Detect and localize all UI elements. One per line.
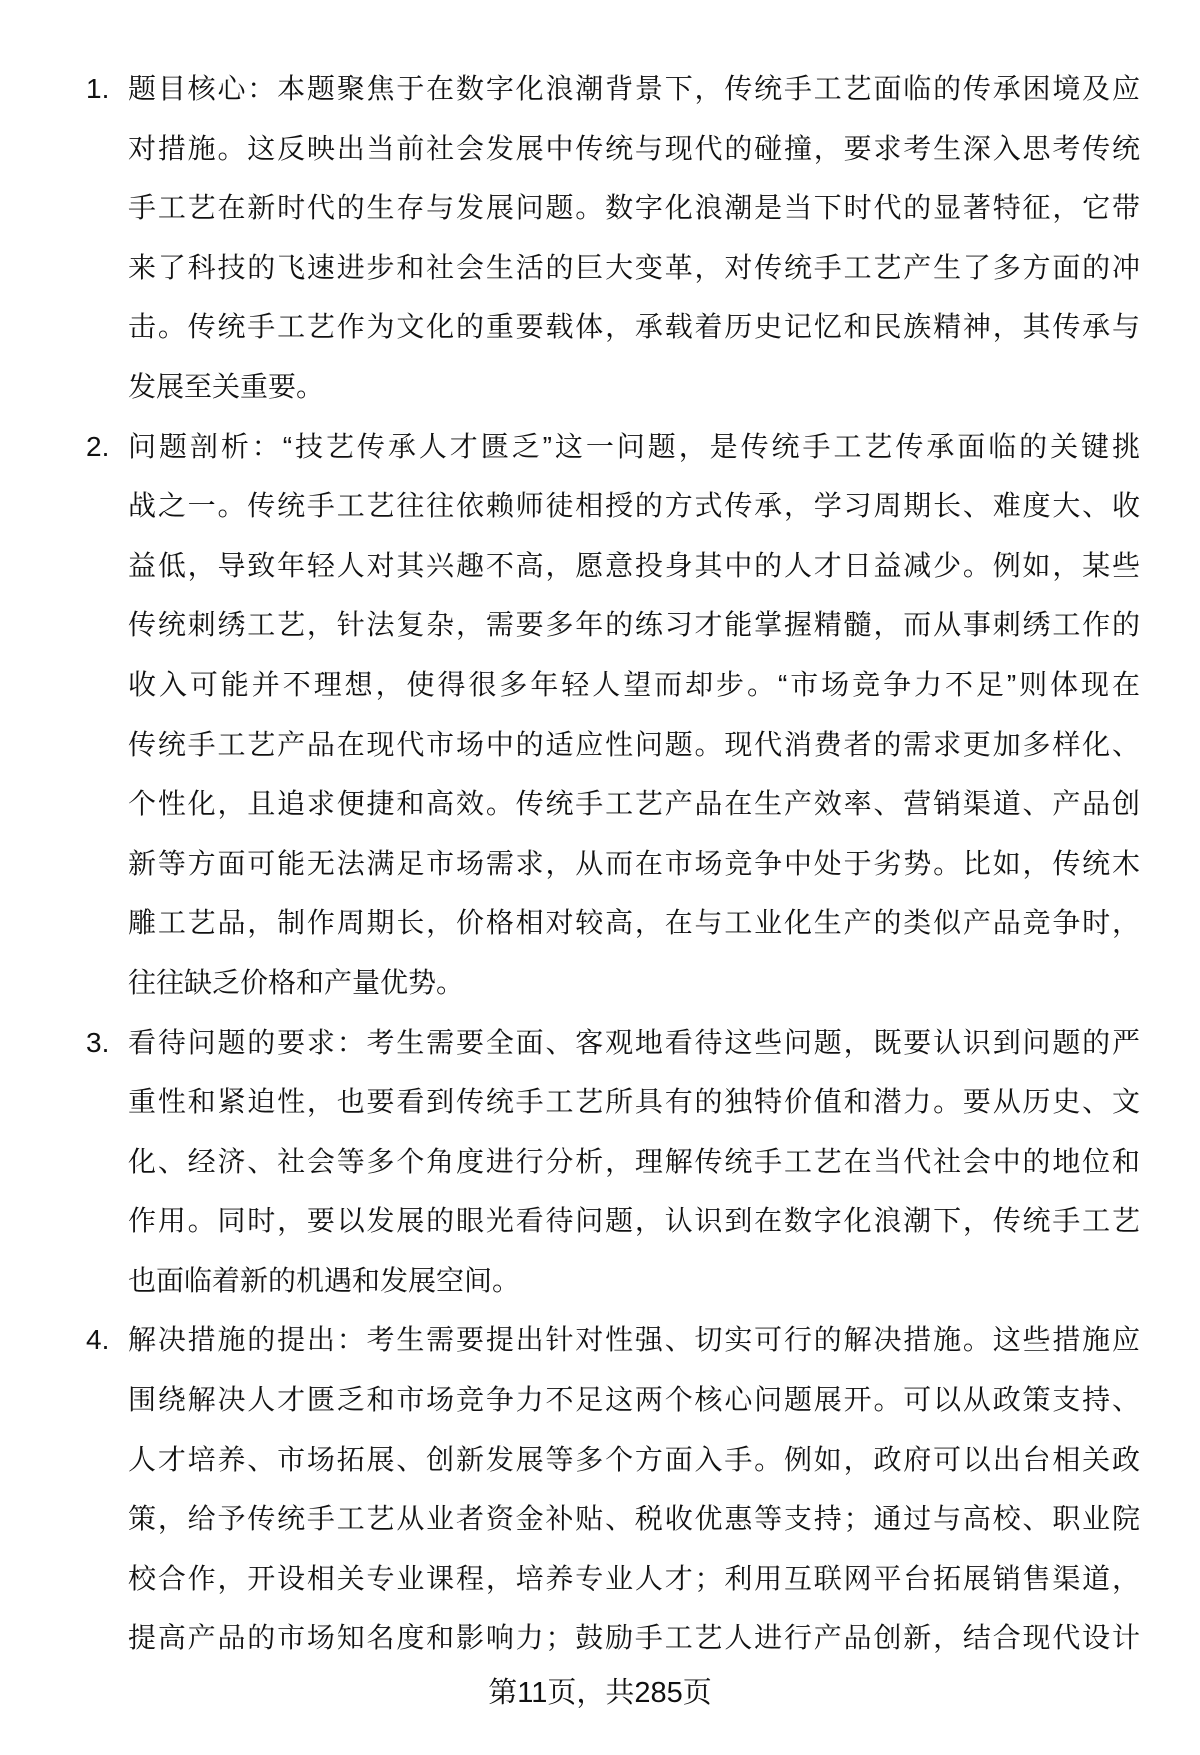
text-line: 校合作，开设相关专业课程，培养专业人才；利用互联网平台拓展销售渠道， — [128, 1562, 1140, 1594]
list-item — [0, 417, 1200, 1013]
text-line: 益低，导致年轻人对其兴趣不高，愿意投身其中的人才日益减少。例如，某些 — [128, 549, 1140, 581]
list-number: 3. — [86, 1026, 110, 1058]
list-item — [0, 1013, 1200, 1311]
text-line: 重性和紧迫性，也要看到传统手工艺所具有的独特价值和潜力。要从历史、文 — [128, 1086, 1140, 1118]
text-line: 雕工艺品，制作周期长，价格相对较高，在与工业化生产的类似产品竞争时， — [128, 907, 1140, 939]
text-line: 来了科技的飞速进步和社会生活的巨大变革，对传统手工艺产生了多方面的冲 — [128, 251, 1140, 283]
text-line: 策，给予传统手工艺从业者资金补贴、税收优惠等支持；通过与高校、职业院 — [128, 1503, 1140, 1535]
text-line: 解决措施的提出：考生需要提出针对性强、切实可行的解决措施。这些措施应 — [128, 1324, 1140, 1356]
text-line: 也面临着新的机遇和发展空间。 — [128, 1264, 521, 1296]
text-line: 传统手工艺产品在现代市场中的适应性问题。现代消费者的需求更加多样化、 — [128, 728, 1140, 760]
text-line: 对措施。这反映出当前社会发展中传统与现代的碰撞，要求考生深入思考传统 — [128, 132, 1140, 164]
list-number: 1. — [86, 73, 110, 104]
text-line: 新等方面可能无法满足市场需求，从而在市场竞争中处于劣势。比如，传统木 — [128, 847, 1140, 879]
text-line: 作用。同时，要以发展的眼光看待问题，认识到在数字化浪潮下，传统手工艺 — [128, 1205, 1140, 1237]
list-number: 2. — [86, 430, 110, 462]
text-line: 人才培养、市场拓展、创新发展等多个方面入手。例如，政府可以出台相关政 — [128, 1443, 1140, 1475]
text-line: 题目核心：本题聚焦于在数字化浪潮背景下，传统手工艺面临的传承困境及应 — [128, 73, 1140, 104]
text-line: 发展至关重要。 — [128, 370, 325, 402]
text-line: 看待问题的要求：考生需要全面、客观地看待这些问题，既要认识到问题的严 — [128, 1026, 1140, 1058]
list-item — [0, 1310, 1200, 1668]
document-body — [0, 59, 1200, 1668]
text-line: 收入可能并不理想，使得很多年轻人望而却步。“市场竞争力不足”则体现在 — [128, 668, 1140, 700]
text-line: 往往缺乏价格和产量优势。 — [128, 966, 465, 998]
text-line: 击。传统手工艺作为文化的重要载体，承载着历史记忆和民族精神，其传承与 — [128, 311, 1140, 343]
text-line: 手工艺在新时代的生存与发展问题。数字化浪潮是当下时代的显著特征，它带 — [128, 192, 1140, 224]
text-line: 问题剖析：“技艺传承人才匮乏”这一问题，是传统手工艺传承面临的关键挑 — [128, 430, 1140, 462]
list-item — [0, 59, 1200, 417]
text-line: 传统刺绣工艺，针法复杂，需要多年的练习才能掌握精髓，而从事刺绣工作的 — [128, 609, 1140, 641]
list-number: 4. — [86, 1324, 110, 1356]
text-line: 战之一。传统手工艺往往依赖师徒相授的方式传承，学习周期长、难度大、收 — [128, 490, 1140, 522]
text-line: 个性化，且追求便捷和高效。传统手工艺产品在生产效率、营销渠道、产品创 — [128, 788, 1140, 820]
text-line: 提高产品的市场知名度和影响力；鼓励手工艺人进行产品创新，结合现代设计 — [128, 1622, 1140, 1654]
text-line: 化、经济、社会等多个角度进行分析，理解传统手工艺在当代社会中的地位和 — [128, 1145, 1140, 1177]
page-number: 第11页，共285页 — [488, 1677, 712, 1709]
text-line: 围绕解决人才匮乏和市场竞争力不足这两个核心问题展开。可以从政策支持、 — [128, 1384, 1140, 1416]
